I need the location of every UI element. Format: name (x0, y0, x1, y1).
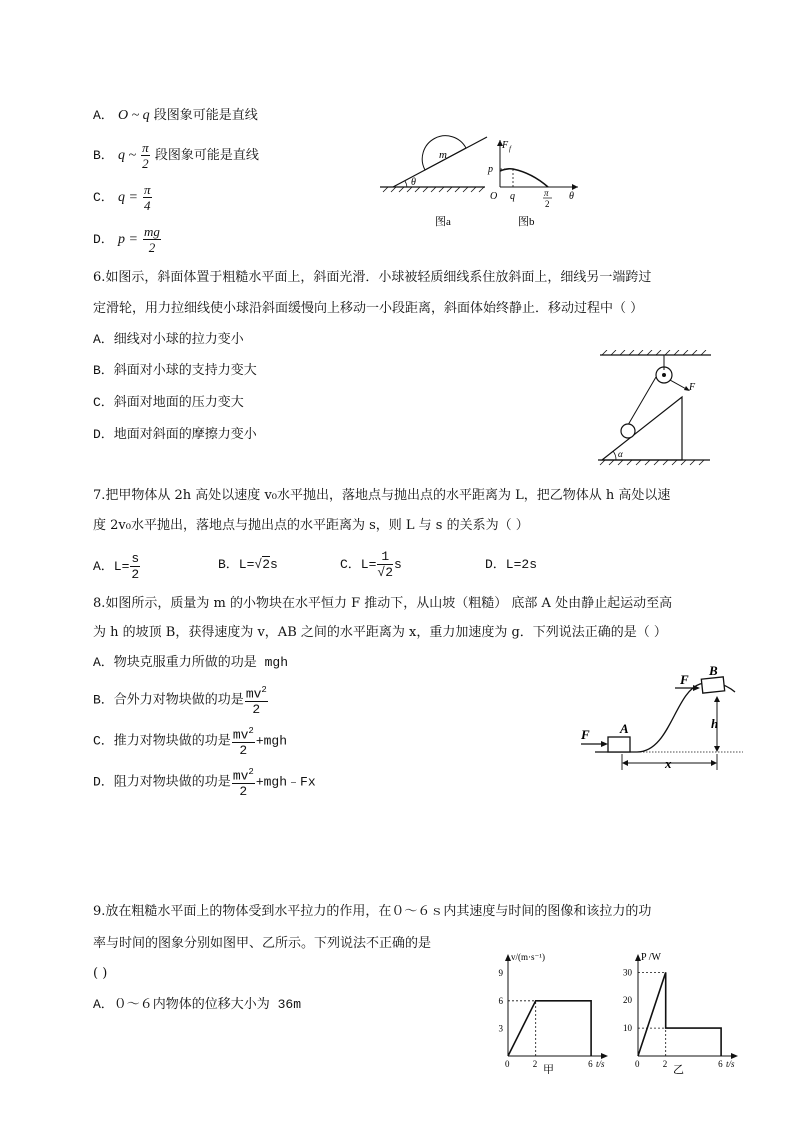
option-lhs: B．合外力对物块做的功是 (93, 692, 244, 708)
x-tick-label: 0 (635, 1059, 640, 1069)
denominator: 2 (239, 743, 248, 759)
pi-label: π (544, 188, 549, 198)
x-tick-label: 2 (662, 1059, 668, 1069)
sqrt-sign: √ (254, 557, 263, 572)
y-tick-label: 6 (498, 995, 503, 1006)
fraction (141, 140, 150, 171)
ball (621, 424, 635, 438)
q6-option-d: D．地面对斜面的摩擦力变小 (93, 427, 257, 442)
q6-figure (598, 350, 713, 470)
denominator (377, 565, 393, 580)
y-tick-label: 10 (623, 1023, 632, 1034)
q9-chart-power (610, 948, 742, 1074)
option-lhs: B．L= (218, 557, 255, 572)
math-expression: O ~ q (117, 108, 150, 123)
exponent: 2 (248, 767, 254, 777)
denominator: 2 (148, 240, 156, 255)
fraction (377, 549, 393, 580)
ground-hatching (600, 460, 704, 465)
p-label: p (488, 164, 493, 175)
numerator: s (131, 551, 140, 566)
height-arrowhead-bottom (714, 746, 720, 752)
option-letter: A． (93, 108, 114, 123)
q7-option-d: D．L=2s (485, 557, 538, 572)
distance-arrowhead-left (622, 760, 628, 766)
x-tick-label: 6 (718, 1059, 723, 1069)
force-arrowhead-a (601, 741, 608, 747)
option-letter: D． (93, 232, 114, 247)
sqrt-sign: √ (377, 565, 386, 580)
q9-option-a: A．０～６内物体的位移大小为 36m (93, 997, 302, 1012)
numerator (245, 683, 268, 702)
numerator-text: mv (232, 727, 249, 743)
q6-option-b: B．斜面对小球的支持力变大 (93, 363, 257, 378)
exponent: 2 (261, 685, 267, 695)
dashed-guides (638, 972, 721, 1056)
q8-option-a: A．物块克服重力所做的功是 mgh (93, 655, 289, 670)
ceiling-hatching (602, 350, 706, 355)
power-series-line (638, 972, 721, 1056)
option-text: 段图象可能是直线 (153, 108, 258, 123)
option-tail: s (394, 556, 402, 572)
denominator: 2 (131, 567, 140, 582)
height-arrowhead-top (714, 696, 720, 702)
q9-answer-bracket: ( ) (93, 966, 108, 981)
option-lhs: C．推力对物块做的功是 (93, 733, 231, 749)
fraction (143, 224, 161, 255)
q9-stem-line-2: 率与时间的图象分别如图甲、乙所示。下列说法不正确的是 (93, 936, 432, 951)
angle-arc (613, 451, 616, 460)
height-label: h (711, 716, 719, 731)
option-lhs: C．L= (340, 556, 377, 572)
option-lhs: D．阻力对物块做的功是 (93, 774, 231, 790)
force-label: F (689, 382, 696, 393)
numerator: 1 (377, 549, 393, 565)
theta-label: θ (411, 177, 416, 188)
denominator: 2 (142, 156, 149, 171)
fraction (143, 182, 152, 213)
x-tick-label: 2 (532, 1059, 538, 1069)
q7-option-b (218, 557, 278, 573)
x-axis-arrow (572, 184, 578, 190)
x-axis-label: t/s (596, 1059, 605, 1069)
q8-stem-line-2: 为 h 的坡顶 B，获得速度为 v，AB 之间的水平距离为 x，重力加速度为 g．下列说法正确的是（ ） (93, 625, 667, 640)
math-expression: q ~ (117, 148, 137, 163)
radicand: 2 (262, 557, 271, 572)
fraction (130, 551, 140, 582)
point-a-label: A (620, 721, 629, 736)
q6-option-c: C．斜面对地面的压力变大 (93, 395, 244, 410)
numerator-text: mv (245, 686, 262, 702)
q7-stem-line-1: 7.把甲物体从 2h 高处以速度 v₀水平抛出，落地点与抛出点的水平距离为 L，把乙物体从 h 高处以速 (93, 488, 671, 503)
y-tick-label: 9 (498, 968, 503, 979)
distance-label: x (665, 756, 672, 771)
q5-option-c (93, 182, 153, 213)
q6-stem-line-2: 定滑轮，用力拉细线使小球沿斜面缓慢向上移动一小段距离，斜面体始终静止．移动过程中（ ） (93, 301, 644, 316)
x-tick-label: 6 (588, 1059, 593, 1069)
figure-caption: 图b (518, 216, 535, 228)
q-label: q (510, 191, 515, 202)
y-tick-label: 30 (623, 967, 632, 978)
option-tail: +mgh﹣Fx (255, 774, 316, 790)
q7-stem-line-2: 度 2v₀水平抛出，落地点与抛出点的水平距离为 s，则 L 与 s 的关系为（ ） (93, 518, 529, 533)
block-b (701, 677, 724, 693)
x-axis-label: t/s (726, 1059, 735, 1069)
q8-option-c (93, 724, 287, 758)
q5-figure-a (375, 135, 490, 230)
q9-stem-line-1: 9.放在粗糙水平面上的物体受到水平拉力的作用，在０～６ｓ内其速度与时间的图像和该拉力的功 (93, 904, 652, 919)
numerator: π (144, 182, 151, 197)
y-axis-label: P /W (641, 952, 661, 963)
denominator: 2 (239, 784, 248, 800)
ground-hatching (383, 187, 484, 192)
wedge (602, 397, 682, 460)
option-tail: +mgh (255, 733, 288, 749)
y-axis-label: F (502, 140, 509, 151)
pulley-axle (662, 373, 666, 377)
option-letter: B． (93, 148, 114, 163)
origin-label: O (490, 191, 498, 202)
block-a (608, 737, 630, 752)
q8-option-b (93, 683, 269, 717)
theta-label: θ (569, 191, 574, 202)
q7-option-a (93, 551, 141, 582)
force-label-a: F (581, 727, 590, 742)
q8-option-d (93, 765, 316, 799)
numerator (232, 724, 255, 743)
numerator-text: mv (232, 768, 249, 784)
option-tail: s (270, 557, 278, 572)
option-lhs: A．L= (93, 558, 130, 574)
alpha-label: α (618, 449, 623, 459)
option-text: 段图象可能是直线 (154, 148, 259, 163)
numerator (232, 765, 255, 784)
q7-option-c (340, 549, 402, 580)
velocity-series-line (508, 1001, 591, 1056)
y-tick-label: 20 (623, 995, 632, 1006)
q9-chart-velocity (480, 948, 612, 1074)
axis-ticks (499, 968, 594, 1069)
q5-option-d (93, 224, 162, 255)
numerator: mg (144, 224, 160, 239)
q8-stem-line-1: 8.如图所示，质量为 m 的小物块在水平恒力 F 推动下，从山坡（粗糙） 底部 A 处由静止起运动至高 (93, 596, 673, 611)
math-expression: q = (117, 190, 138, 205)
point-b-label: B (709, 663, 718, 678)
q5-option-b (93, 140, 259, 171)
y-axis-subscript: f (509, 145, 511, 153)
fraction (232, 724, 255, 758)
y-axis-label: v/(m·s⁻¹) (511, 952, 545, 962)
y-tick-label: 3 (498, 1023, 503, 1034)
x-tick-label: 0 (505, 1059, 510, 1069)
force-label-b: F (680, 672, 689, 687)
denominator: 4 (144, 198, 151, 213)
q5-option-a (93, 108, 258, 124)
string-to-ball (628, 377, 656, 425)
chart-caption: 甲 (543, 1064, 554, 1074)
q6-stem-line-1: 6.如图示，斜面体置于粗糙水平面上，斜面光滑．小球被轻质细线系住放斜面上，细线另一端跨过 (93, 270, 652, 285)
dashed-guides (508, 1001, 591, 1056)
distance-arrowhead-right (711, 760, 717, 766)
angle-arc (405, 181, 407, 187)
mass-label: m (439, 149, 447, 161)
radicand: 2 (385, 565, 394, 580)
math-expression: p = (117, 232, 138, 247)
figure-caption: 图a (435, 216, 451, 228)
fraction (232, 765, 255, 799)
q5-figure-b (480, 135, 585, 230)
denominator: 2 (252, 702, 261, 718)
two-label: 2 (545, 199, 550, 209)
friction-curve (500, 169, 548, 187)
chart-caption: 乙 (673, 1064, 684, 1074)
exponent: 2 (248, 726, 254, 736)
numerator: π (142, 140, 149, 155)
q8-figure (575, 662, 745, 777)
q6-option-a: A．细线对小球的拉力变小 (93, 332, 244, 347)
fraction (245, 683, 268, 717)
option-letter: C． (93, 190, 114, 205)
